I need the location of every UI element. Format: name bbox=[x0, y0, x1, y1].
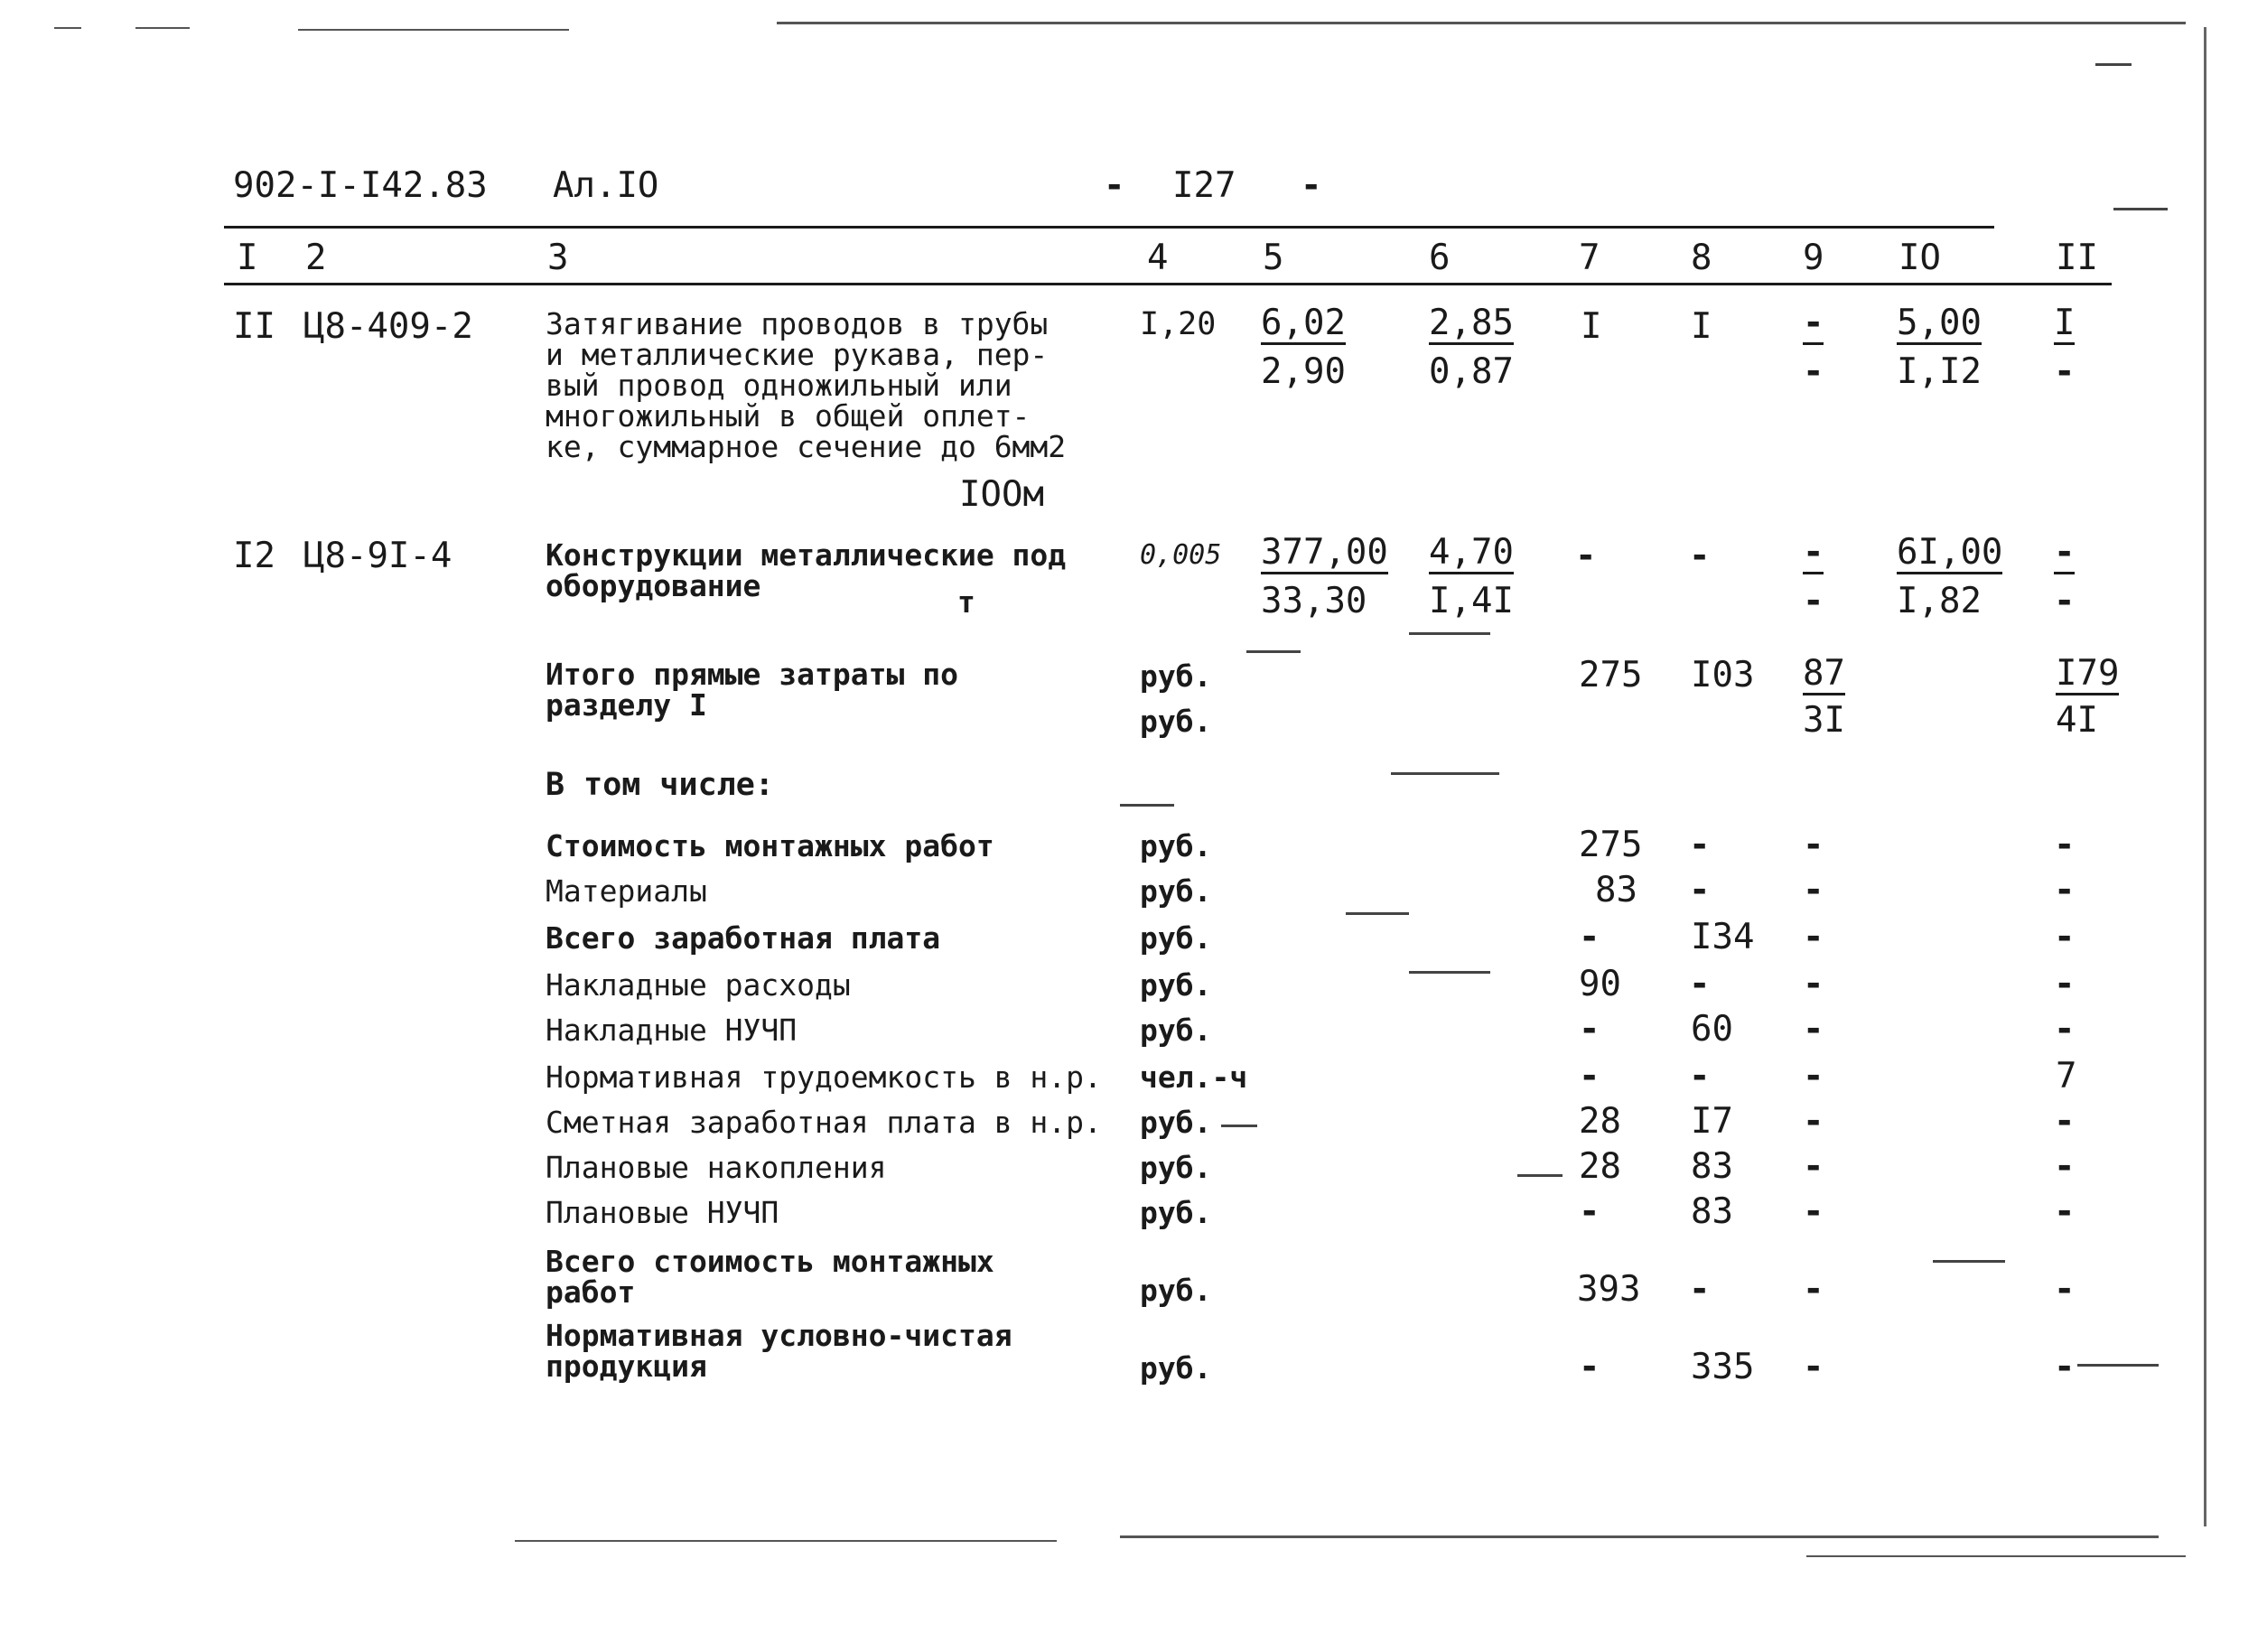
breakdown-col8: 83 bbox=[1691, 1191, 1733, 1232]
breakdown-unit: руб. bbox=[1140, 828, 1212, 863]
breakdown-col11: - bbox=[2054, 1269, 2076, 1310]
col-header-11: II bbox=[2056, 238, 2098, 278]
row-col10-bottom: I,I2 bbox=[1897, 351, 1982, 392]
scan-mark bbox=[54, 27, 81, 29]
breakdown-col8: - bbox=[1689, 1269, 1711, 1310]
scan-mark bbox=[1391, 772, 1499, 775]
row-col6-bottom: 0,87 bbox=[1429, 351, 1514, 392]
breakdown-col11: - bbox=[2054, 1146, 2076, 1187]
total-col9-bottom: 3I bbox=[1803, 700, 1845, 741]
scan-mark bbox=[515, 1540, 1057, 1542]
breakdown-col7: 275 bbox=[1579, 825, 1643, 865]
row-col6-top: 2,85 bbox=[1429, 303, 1514, 343]
row-col9-bottom: - bbox=[1803, 581, 1824, 621]
breakdown-col9: - bbox=[1803, 917, 1824, 957]
total-col9-top: 87 bbox=[1803, 653, 1845, 694]
scan-mark bbox=[777, 22, 2186, 24]
column-header-rule bbox=[224, 283, 2112, 285]
breakdown-label: Нормативная условно-чистая продукция bbox=[546, 1318, 1012, 1384]
row-col7: I bbox=[1581, 306, 1602, 347]
breakdown-label: Стоимость монтажных работ bbox=[546, 828, 994, 863]
breakdown-col7: 90 bbox=[1579, 964, 1621, 1004]
breakdown-label: Нормативная трудоемкость в н.р. bbox=[546, 1059, 1102, 1095]
breakdown-label: Плановые НУЧП bbox=[546, 1195, 779, 1230]
breakdown-col9: - bbox=[1803, 964, 1824, 1004]
total-unit-1: руб. bbox=[1140, 658, 1212, 694]
col-header-1: I bbox=[237, 238, 258, 278]
total-col7: 275 bbox=[1579, 655, 1643, 695]
row-number: I2 bbox=[233, 536, 275, 576]
breakdown-col11: - bbox=[2054, 964, 2076, 1004]
row-col5-top: 6,02 bbox=[1261, 303, 1346, 343]
col-header-9: 9 bbox=[1803, 238, 1824, 278]
scan-mark bbox=[1806, 1555, 2186, 1557]
row-number: II bbox=[233, 306, 275, 347]
breakdown-unit: руб. bbox=[1140, 873, 1212, 909]
row-code: Ц8-9I-4 bbox=[303, 536, 452, 576]
scan-mark bbox=[298, 29, 569, 31]
breakdown-col8: - bbox=[1689, 964, 1711, 1004]
breakdown-label: Всего стоимость монтажных работ bbox=[546, 1244, 994, 1310]
scan-mark bbox=[1409, 971, 1490, 974]
breakdown-label: Всего заработная плата bbox=[546, 920, 941, 956]
row-col10-bottom: I,82 bbox=[1897, 581, 1982, 621]
row-unit: т bbox=[957, 584, 975, 620]
breakdown-col11: - bbox=[2054, 825, 2076, 865]
breakdown-col9: - bbox=[1803, 1347, 1824, 1387]
row-col5-bottom: 33,30 bbox=[1261, 581, 1367, 621]
breakdown-col8: 60 bbox=[1691, 1009, 1733, 1050]
scan-mark bbox=[1246, 650, 1301, 653]
row-col7: - bbox=[1575, 536, 1597, 576]
total-label: Итого прямые затраты по разделу I bbox=[546, 657, 958, 723]
breakdown-col8: - bbox=[1689, 825, 1711, 865]
breakdown-col8: I34 bbox=[1691, 917, 1755, 957]
col-header-3: 3 bbox=[547, 238, 569, 278]
breakdown-col8: - bbox=[1689, 870, 1711, 910]
page-number: I27 bbox=[1172, 165, 1236, 206]
breakdown-unit: руб. bbox=[1140, 1013, 1212, 1048]
row-col11-top: I bbox=[2054, 303, 2076, 343]
breakdown-label: Плановые накопления bbox=[546, 1150, 887, 1185]
scan-mark bbox=[1120, 804, 1174, 807]
row-col11-bottom: - bbox=[2054, 351, 2076, 392]
row-quantity: I,20 bbox=[1140, 306, 1217, 342]
breakdown-label: Материалы bbox=[546, 873, 707, 909]
breakdown-col7: 83 bbox=[1595, 870, 1637, 910]
scan-mark bbox=[1933, 1260, 2005, 1263]
breakdown-col11: - bbox=[2054, 1009, 2076, 1050]
breakdown-unit: руб. bbox=[1140, 1105, 1212, 1140]
breakdown-col7: 393 bbox=[1577, 1269, 1641, 1310]
breakdown-unit: чел.-ч bbox=[1140, 1059, 1248, 1095]
breakdown-col8: 335 bbox=[1691, 1347, 1755, 1387]
scan-mark bbox=[135, 27, 190, 29]
breakdown-col11: - bbox=[2054, 1101, 2076, 1142]
scan-mark bbox=[1221, 1125, 1257, 1127]
breakdown-label: Сметная заработная плата в н.р. bbox=[546, 1105, 1102, 1140]
breakdown-col7: - bbox=[1579, 1056, 1600, 1097]
breakdown-col9: - bbox=[1803, 1269, 1824, 1310]
breakdown-col7: - bbox=[1579, 1347, 1600, 1387]
breakdown-col7: 28 bbox=[1579, 1101, 1621, 1142]
row-col11-bottom: - bbox=[2054, 581, 2076, 621]
breakdown-col9: - bbox=[1803, 1146, 1824, 1187]
album-number: Ал.IO bbox=[553, 165, 659, 206]
breakdown-col11: - bbox=[2054, 1347, 2076, 1387]
row-description: Конструкции металлические под оборудование bbox=[546, 537, 1067, 603]
row-col8: I bbox=[1691, 306, 1712, 347]
row-col9-top: - bbox=[1803, 303, 1824, 343]
document-code: 902-I-I42.83 bbox=[233, 165, 488, 206]
page-dash-left: - bbox=[1104, 165, 1125, 206]
breakdown-col11: - bbox=[2054, 870, 2076, 910]
breakdown-unit: руб. bbox=[1140, 1350, 1212, 1386]
breakdown-col8: - bbox=[1689, 1056, 1711, 1097]
breakdown-col9: - bbox=[1803, 1009, 1824, 1050]
row-col9-top: - bbox=[1803, 532, 1824, 573]
page-dash-right: - bbox=[1301, 165, 1322, 206]
breakdown-col7: - bbox=[1579, 917, 1600, 957]
breakdown-col7: 28 bbox=[1579, 1146, 1621, 1187]
breakdown-unit: руб. bbox=[1140, 1195, 1212, 1230]
breakdown-col11: - bbox=[2054, 917, 2076, 957]
col-header-6: 6 bbox=[1429, 238, 1451, 278]
breakdown-unit: руб. bbox=[1140, 920, 1212, 956]
breakdown-col11: - bbox=[2054, 1191, 2076, 1232]
scan-mark bbox=[1120, 1535, 2159, 1538]
breakdown-col8: 83 bbox=[1691, 1146, 1733, 1187]
row-col10-top: 6I,00 bbox=[1897, 532, 2003, 573]
total-col11-top: I79 bbox=[2056, 653, 2120, 694]
col-header-5: 5 bbox=[1263, 238, 1284, 278]
breakdown-col8: I7 bbox=[1691, 1101, 1733, 1142]
row-col10-top: 5,00 bbox=[1897, 303, 1982, 343]
row-col5-top: 377,00 bbox=[1261, 532, 1388, 573]
total-col8: I03 bbox=[1691, 655, 1755, 695]
breakdown-col9: - bbox=[1803, 1101, 1824, 1142]
breakdown-col9: - bbox=[1803, 870, 1824, 910]
breakdown-unit: руб. bbox=[1140, 1150, 1212, 1185]
breakdown-col7: - bbox=[1579, 1191, 1600, 1232]
row-col9-bottom: - bbox=[1803, 351, 1824, 392]
scan-mark bbox=[2113, 208, 2168, 210]
total-unit-2: руб. bbox=[1140, 704, 1212, 739]
breakdown-col9: - bbox=[1803, 825, 1824, 865]
right-edge-line bbox=[2204, 27, 2206, 1526]
col-header-4: 4 bbox=[1147, 238, 1169, 278]
col-header-7: 7 bbox=[1579, 238, 1600, 278]
breakdown-label: Накладные расходы bbox=[546, 967, 851, 1003]
row-col6-top: 4,70 bbox=[1429, 532, 1514, 573]
breakdown-col9: - bbox=[1803, 1056, 1824, 1097]
breakdown-unit: руб. bbox=[1140, 967, 1212, 1003]
scan-mark bbox=[1409, 632, 1490, 635]
breakdown-col11: 7 bbox=[2056, 1056, 2077, 1097]
row-description: Затягивание проводов в трубы и металлические рукава, пер- вый провод одножильный или многожильный в общей оплет- ке, суммарное сечение до 6мм2 bbox=[546, 306, 1067, 464]
including-label: В том числе: bbox=[546, 767, 774, 803]
breakdown-col7: - bbox=[1579, 1009, 1600, 1050]
row-col11-top: - bbox=[2054, 532, 2076, 573]
total-col11-bottom: 4I bbox=[2056, 700, 2098, 741]
scan-mark bbox=[1346, 912, 1409, 915]
breakdown-label: Накладные НУЧП bbox=[546, 1013, 798, 1048]
row-col5-bottom: 2,90 bbox=[1261, 351, 1346, 392]
scan-mark bbox=[2077, 1364, 2159, 1367]
col-header-2: 2 bbox=[305, 238, 327, 278]
row-col8: - bbox=[1689, 536, 1711, 576]
table-top-rule bbox=[224, 226, 1994, 229]
col-header-10: IO bbox=[1898, 238, 1941, 278]
col-header-8: 8 bbox=[1691, 238, 1712, 278]
row-code: Ц8-409-2 bbox=[303, 306, 473, 347]
scan-mark bbox=[1517, 1174, 1563, 1177]
row-quantity: 0,005 bbox=[1140, 539, 1222, 571]
breakdown-col9: - bbox=[1803, 1191, 1824, 1232]
scan-mark bbox=[2095, 63, 2132, 66]
row-col6-bottom: I,4I bbox=[1429, 581, 1514, 621]
row-unit: IOOм bbox=[959, 474, 1044, 515]
breakdown-unit: руб. bbox=[1140, 1273, 1212, 1308]
